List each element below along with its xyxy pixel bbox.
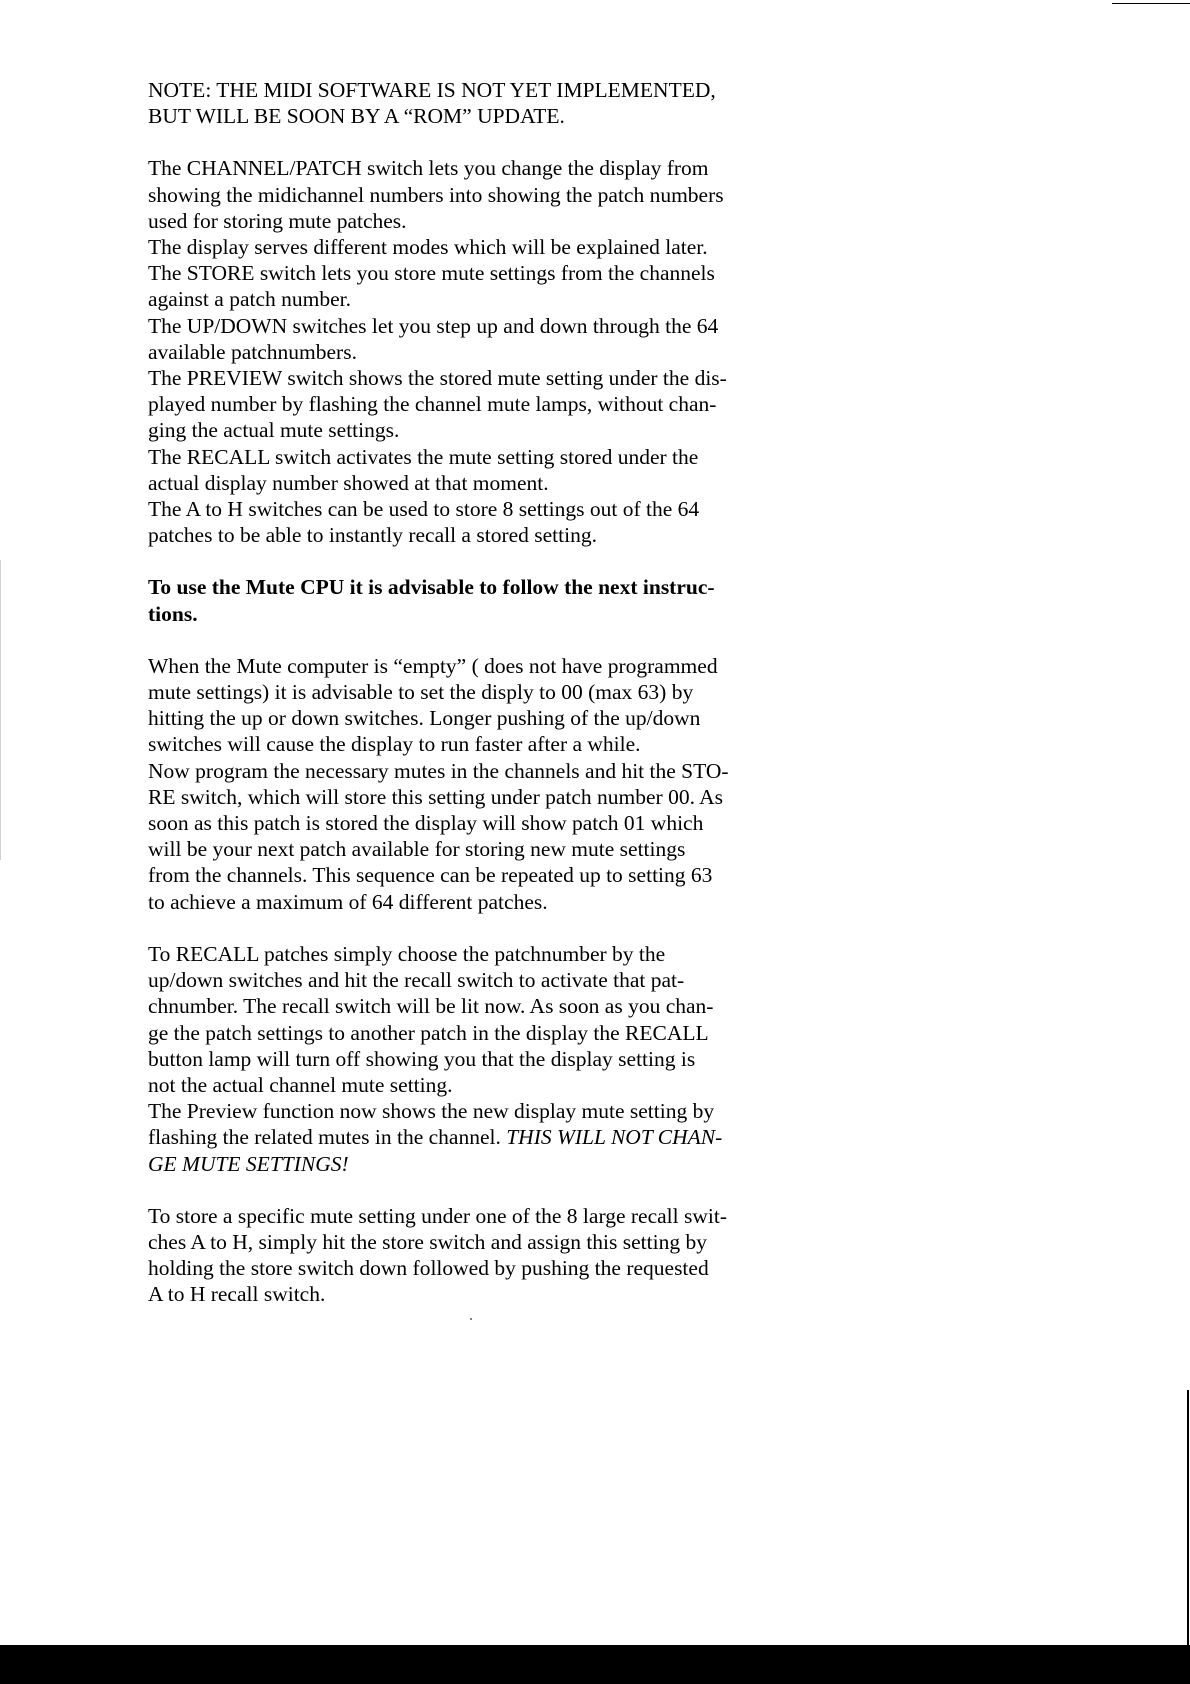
text-line: The RECALL switch activates the mute setting stored under the [148,444,699,469]
text-line: available patchnumbers. [148,339,357,364]
paragraph-gap [148,129,808,155]
text-line: The A to H switches can be used to store 8 settings out of the 64 [148,497,700,522]
text-line: to achieve a maximum of 64 different patches. [148,889,548,914]
text-line: against a patch number. [148,287,351,312]
text-line: not the actual channel mute setting. [148,1072,453,1097]
empty-computer-paragraph [148,653,808,915]
text-line: up/down switches and hit the recall switch to activate that pat- [148,968,685,993]
paragraph-gap [148,915,808,941]
text-line: soon as this patch is stored the display will show patch 01 which [148,811,704,836]
text-line: The display serves different modes which will be explained later. [148,235,708,260]
text-line: To RECALL patches simply choose the patchnumber by the [148,941,666,966]
text-line: chnumber. The recall switch will be lit now. As soon as you chan- [148,994,714,1019]
text-fragment: flashing the related mutes in the channel. [148,1125,507,1150]
scan-bottom-border [0,1645,1190,1684]
instructions-heading [148,574,808,626]
paragraph-gap [148,548,808,574]
text-line: The Preview function now shows the new display mute setting by [148,1099,715,1124]
text-line: used for storing mute patches. [148,208,407,233]
text-line: patches to be able to instantly recall a stored setting. [148,523,597,548]
text-line: hitting the up or down switches. Longer pushing of the up/down [148,706,701,731]
text-line: will be your next patch available for storing new mute settings [148,837,686,862]
note-line: BUT WILL BE SOON BY A “ROM” UPDATE. [148,104,565,129]
text-column [148,77,808,1308]
scan-edge-line [1112,3,1190,4]
note-line: NOTE: THE MIDI SOFTWARE IS NOT YET IMPLEMENTED, [148,78,716,102]
warning-text: THIS WILL NOT CHAN- [506,1125,723,1150]
midi-note [148,77,808,129]
text-line: When the Mute computer is “empty” ( does not have programmed [148,653,718,678]
warning-text: GE MUTE SETTINGS! [148,1151,349,1176]
paragraph-gap [148,627,808,653]
text-line: ging the actual mute settings. [148,418,400,443]
text-line: RE switch, which will store this setting under patch number 00. As [148,784,724,809]
switches-description [148,155,808,548]
text-line: The PREVIEW switch shows the stored mute setting under the dis- [148,366,727,391]
text-line: played number by flashing the channel mute lamps, without chan- [148,392,717,417]
scan-edge-line [1187,1390,1189,1645]
store-paragraph [148,1203,808,1308]
text-line [148,1124,808,1150]
text-line: from the channels. This sequence can be repeated up to setting 63 [148,863,713,888]
text-line: ge the patch settings to another patch in the display the RECALL [148,1020,709,1045]
text-line: holding the store switch down followed by pushing the requested [148,1256,709,1281]
scan-edge-shadow [0,560,1,860]
text-line: Now program the necessary mutes in the channels and hit the STO- [148,758,729,783]
recall-paragraph [148,941,808,1177]
text-line: switches will cause the display to run faster after a while. [148,732,641,757]
text-line: mute settings) it is advisable to set the disply to 00 (max 63) by [148,680,694,705]
text-line: button lamp will turn off showing you that the display setting is [148,1046,696,1071]
heading-line: tions. [148,601,198,626]
text-line: actual display number showed at that moment. [148,470,549,495]
scan-speck [470,1318,472,1320]
text-line: The CHANNEL/PATCH switch lets you change the display from [148,156,709,181]
text-line: The UP/DOWN switches let you step up and down through the 64 [148,313,719,338]
text-line: The STORE switch lets you store mute settings from the channels [148,261,715,286]
text-line: showing the midichannel numbers into showing the patch numbers [148,182,724,207]
text-line: ches A to H, simply hit the store switch and assign this setting by [148,1229,707,1254]
text-line: To store a specific mute setting under one of the 8 large recall swit- [148,1203,727,1228]
text-line: A to H recall switch. [148,1282,326,1307]
heading-line: To use the Mute CPU it is advisable to follow the next instruc- [148,575,715,600]
paragraph-gap [148,1177,808,1203]
